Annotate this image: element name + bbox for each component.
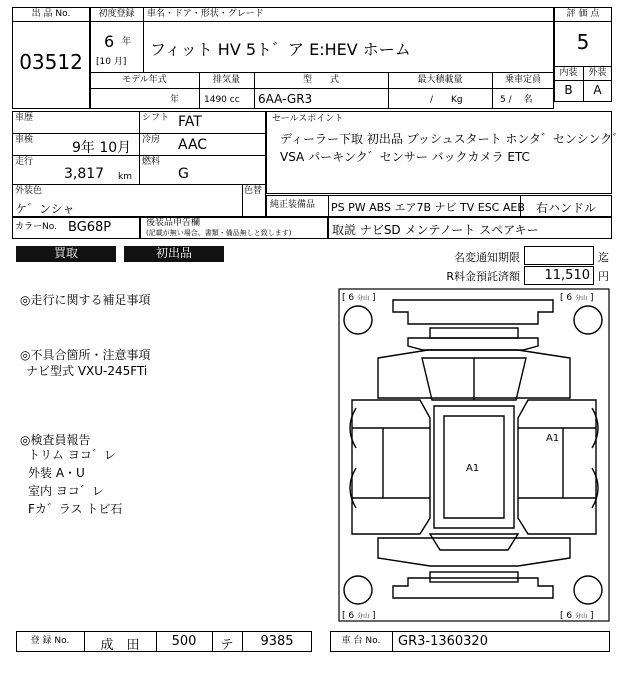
inspection-label: 車検 [15,135,34,145]
capacity: 5 / 名 [500,95,533,105]
exterior-grade: A [593,83,602,97]
handle-value: 右ハンドル [535,201,596,215]
damage-mark-right-side: A1 [546,433,560,444]
registration-area: 成 田 [100,638,140,653]
exterior-label: 外装 [588,68,607,78]
inspector-title: ◎検査員報告 [20,433,91,447]
car-name-label: 車名・ドア・形状・グレード [147,9,264,19]
displacement: 1490 cc [204,95,240,105]
recycle-unit: 円 [598,270,609,283]
registration-class: 500 [171,634,197,649]
lot-number: 03512 [19,50,83,74]
sales-line-2: VSA パーキンク゛センサー バックカメラ ETC [280,150,530,164]
mileage-unit: km [118,172,132,182]
model-year-label: モデル年式 [122,75,167,85]
year-unit: 年 [122,37,132,47]
wheel-rear-right [574,576,602,604]
equip-value: PS PW ABS エア7B ナビ TV ESC AEB [331,201,525,214]
registration-number: 9385 [260,634,294,649]
front-bumper [393,300,553,324]
sales-label: セールスポイント [272,114,344,124]
shift-value: FAT [178,114,202,130]
name-change-unit: 迄 [598,251,609,264]
first-reg-year: 6 [104,32,115,51]
registration-kana: テ [220,638,234,653]
type-label: 型 式 [302,75,339,85]
docs-value: 取説 ナビSD メンテノート スペアキー [332,223,539,237]
mileage-value: 3,817 [64,166,105,182]
interior-grade: B [564,83,573,97]
sales-line-1: ディーラー下取 初出品 ブッシュスタート ホンタ゛センシンク゛ [280,132,625,146]
rear-bumper [393,578,553,598]
equip-label: 純正装備品 [270,200,316,210]
interior-label: 内装 [559,68,578,78]
registration-label: 登 録 No. [30,636,70,646]
tire-label-front-left: [ 6 分山 ] [342,293,376,303]
buy-tag: 買取 [16,246,116,262]
car-damage-diagram [338,288,610,622]
chassis-number: GR3-1360320 [398,634,488,649]
color-no-label: カラーNo. [15,222,57,232]
car-name: フィット HV 5ト゛ア E:HEV ホーム [150,40,411,59]
name-change-label: 名変通知期限 [454,251,520,264]
left-side [352,400,430,534]
wheel-front-left [344,306,372,334]
type: 6AA-GR3 [258,92,313,106]
displacement-label: 排気量 [212,75,240,85]
chassis-label: 車 台 No. [341,636,381,646]
max-load-label: 最大積載量 [417,75,463,85]
wheel-rear-left [344,576,372,604]
inspector-line-2: 外装 A・U [28,466,85,480]
lot-label: 出 品 No. [31,9,71,19]
capacity-label: 乗車定員 [504,75,541,85]
name-change-box [524,246,594,265]
tire-label-front-right: [ 6 分山 ] [560,293,594,303]
inspector-line-3: 室内 ヨコ゛レ [28,484,104,498]
max-load: / Kg [430,95,463,105]
aftermarket-note: (記載が無い場合、書類・備品無しと致します) [146,229,292,237]
wheel-front-right [574,306,602,334]
tire-label-rear-left: [ 6 分山 ] [342,611,376,621]
aircon-value: AAC [178,137,208,153]
defect-line-1: ナビ型式 VXU-245FTi [26,364,148,378]
driving-notes-title: ◎走行に関する補足事項 [20,293,151,307]
first-listing-tag: 初出品 [124,246,224,262]
recycle-value: 11,510 [544,268,590,283]
mileage-label: 走行 [15,157,34,167]
right-side [518,400,596,534]
inspector-line-4: Fカ゛ラス トビ石 [28,502,123,516]
fuel-value: G [178,166,189,182]
first-reg-month: [10 月] [96,57,127,67]
score-label: 評 価 点 [566,9,600,19]
hood [408,338,538,350]
score-value: 5 [576,30,590,54]
color-no-value: BG68P [68,220,112,235]
recycle-label: R料金預託済額 [446,270,520,283]
model-year-unit: 年 [170,95,180,105]
damage-mark-roof: A1 [466,463,480,474]
aircon-label: 冷房 [142,135,161,145]
ext-color-value: ケ゛ンシャ [15,202,75,216]
inspection-value: 9年 10月 [72,140,132,156]
history-label: 車歴 [15,113,34,123]
shift-label: シフト [142,113,170,123]
inspector-line-1: トリム ヨコ゛レ [28,448,116,462]
defect-title: ◎不具合箇所・注意事項 [20,348,151,362]
aftermarket-label: 後装品申告欄 [146,218,201,228]
first-reg-label: 初度登録 [98,9,135,19]
ext-color-label: 外装色 [15,186,43,196]
tire-label-rear-right: [ 6 分山 ] [560,611,594,621]
fuel-label: 燃料 [142,157,161,167]
color-change-label: 色替 [244,186,263,196]
